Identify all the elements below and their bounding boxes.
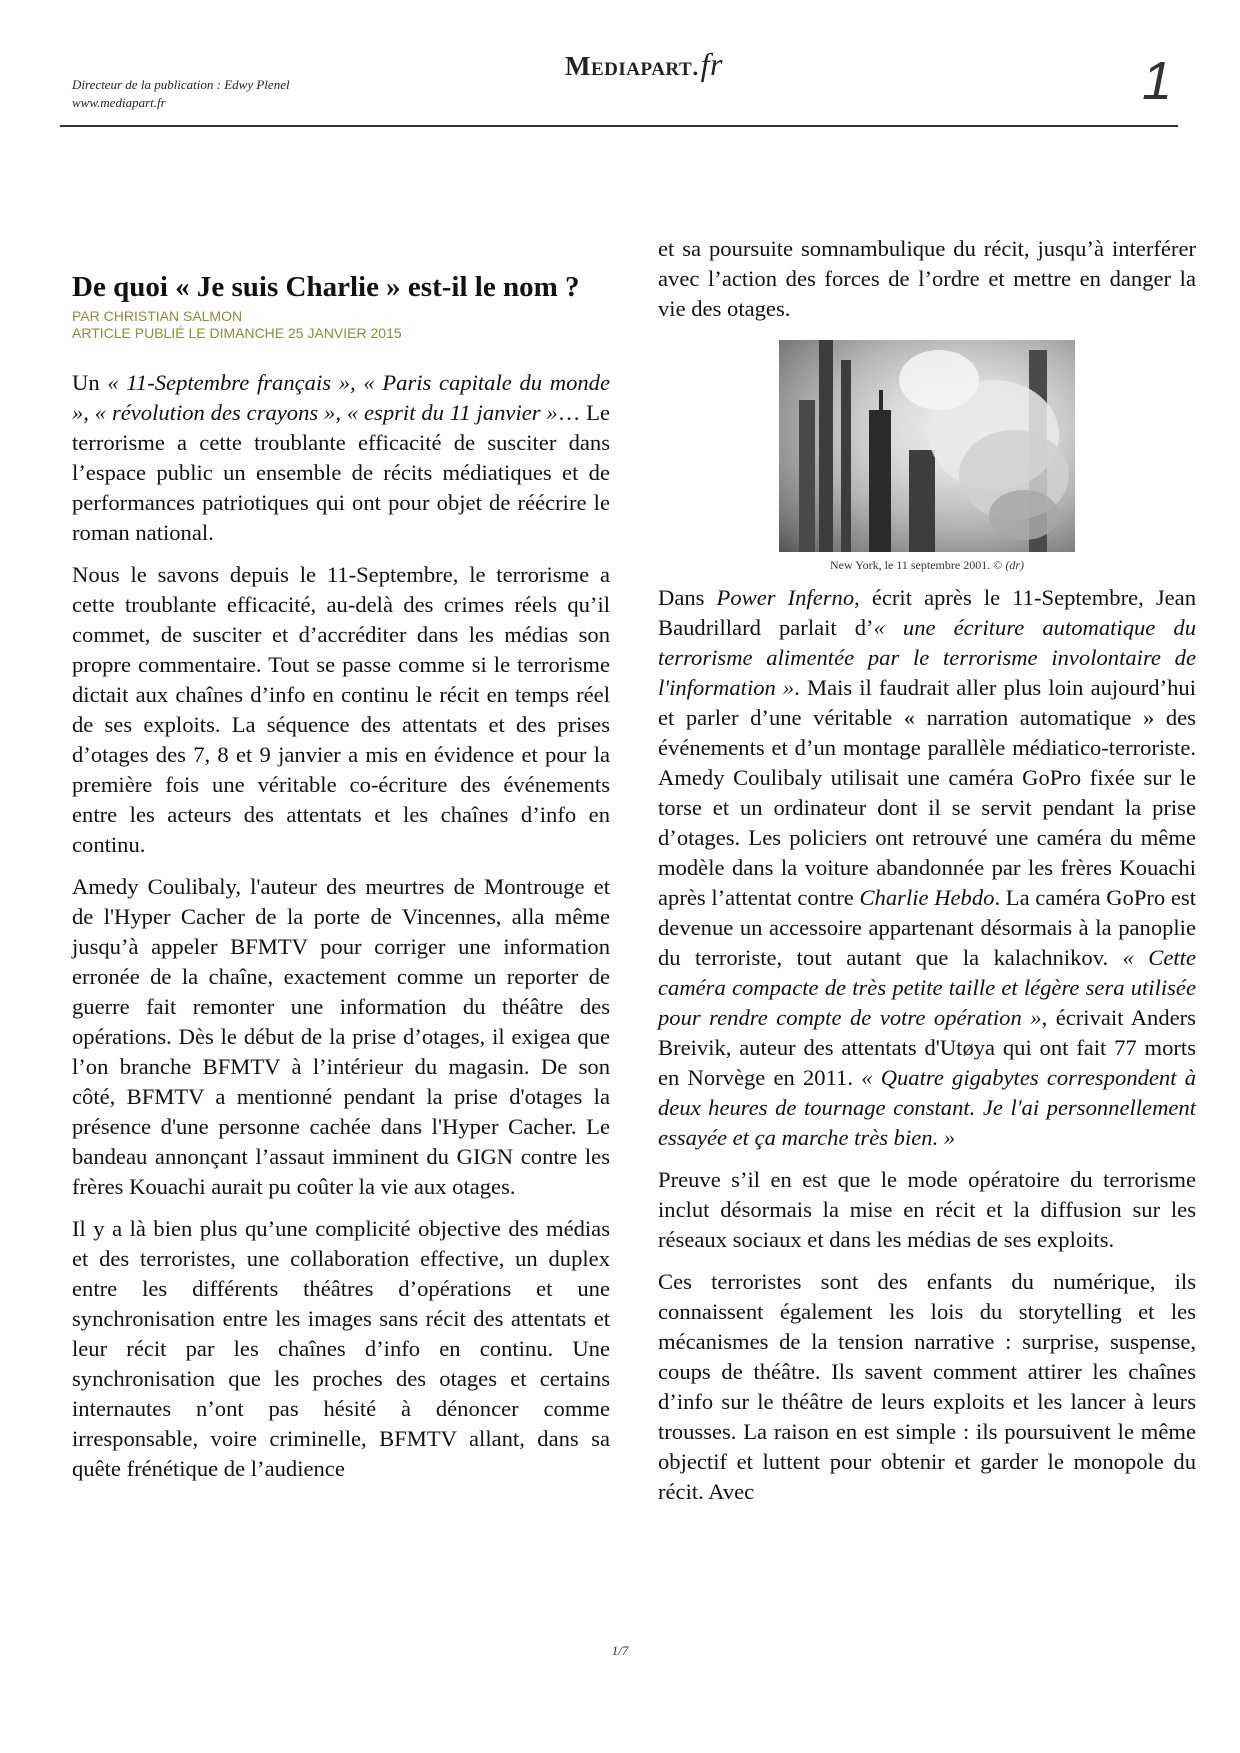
p5-i: , écrivait Anders Breivik, auteur des attentats d'Utøya qui ont fait 77 morts en Norvège en 2011. xyxy=(658,1005,1196,1090)
p5-a: Dans xyxy=(658,585,717,610)
p1-quotes: « 11-Septembre français », « Paris capitale du monde », « révolution des crayons », « esprit du 11 janvier » xyxy=(72,370,610,425)
breivik-quote-1: « Cette caméra compacte de très petite taille et légère sera utilisée pour rendre compte de votre opération » xyxy=(658,945,1196,1030)
mediapart-logo xyxy=(565,46,723,83)
publication-info xyxy=(72,76,290,112)
paragraph-5 xyxy=(658,583,1196,1153)
breivik-quote-2: « Quatre gigabytes correspondent à deux heures de tournage constant. Je l'ai personnellement essayée et ça marche très bien. » xyxy=(658,1065,1196,1150)
director-line: Directeur de la publication : Edwy Plenel xyxy=(72,77,290,92)
p1-lead: Un xyxy=(72,370,108,395)
left-column xyxy=(72,270,610,1496)
right-column xyxy=(658,234,1196,1519)
p1-rest: … Le terrorisme a cette troublante efficacité de susciter dans l’espace public un ensemble de récits médiatiques et de performances patriotiques qui ont pour objet de réécrire le roman national. xyxy=(72,400,611,545)
article-title: De quoi « Je suis Charlie » est-il le nom ? xyxy=(72,271,580,303)
logo-main: Mediapart xyxy=(565,51,693,81)
paragraph-6: Preuve s’il en est que le mode opératoire du terrorisme inclut désormais la mise en récit et la diffusion sur les réseaux sociaux et dans les médias de ses exploits. xyxy=(658,1167,1196,1252)
header-divider xyxy=(60,125,1178,127)
paragraph-7: Ces terroristes sont des enfants du numérique, ils connaissent également les lois du storytelling et les mécanismes de la tension narrative : surprise, suspense, coups de théâtre. Ils savent comment attirer les chaînes d’info sur le théâtre de leurs exploits et les lancer à leurs trousses. La raison en est simple : ils poursuivent le même objectif et luttent pour obtenir et garder le monopole du récit. Avec xyxy=(658,1269,1196,1504)
paragraph-4: Il y a là bien plus qu’une complicité objective des médias et des terroristes, une collaboration effective, un duplex entre les différents théâtres d’opérations et une synchronisation entre les images sans récit des attentats et leur récit par les chaînes d’info en continu. Une synchronisation que les proches des otages et certains internautes n’ont pas hésité à dénoncer comme irresponsable, voire criminelle, BFMTV allant, dans sa quête frénétique de l’audience xyxy=(72,1216,610,1481)
p5-c: , écrit après le 11-Septembre, Jean Baudrillard parlait d’ xyxy=(658,585,1196,640)
new-york-photo xyxy=(779,340,1075,552)
paragraph-2: Nous le savons depuis le 11-Septembre, le terrorisme a cette troublante efficacité, au-delà des crimes réels qu’il commet, de susciter et d’accréditer dans les médias son propre commentaire. Tout se passe comme si le terrorisme dictait aux chaînes d’info en continu le récit en temps réel de ses exploits. La séquence des attentats et des prises d’otages des 7, 8 et 9 janvier a mis en évidence et pour la première fois une véritable co-écriture des événements entre les acteurs des attentats et les chaînes d’info en continu. xyxy=(72,562,610,857)
paragraph-1 xyxy=(72,368,610,548)
caption-text: New York, le 11 septembre 2001. © xyxy=(830,558,1006,572)
article-figure xyxy=(658,340,1196,573)
article-date: ARTICLE PUBLIÉ LE DIMANCHE 25 JANVIER 2015 xyxy=(72,325,402,341)
page-indicator: 1/7 xyxy=(611,1643,629,1658)
charlie-hebdo-title: Charlie Hebdo xyxy=(859,885,995,910)
paragraph-4-continued: et sa poursuite somnambulique du récit, jusqu’à interférer avec l’action des forces de l’ordre et mettre en danger la vie des otages. xyxy=(658,236,1196,321)
caption-credit: (dr) xyxy=(1005,558,1024,572)
article-author: PAR CHRISTIAN SALMON xyxy=(72,308,243,324)
book-title: Power Inferno xyxy=(716,585,855,610)
page-number: 1 xyxy=(1142,51,1173,111)
website-url: www.mediapart.fr xyxy=(72,95,166,110)
figure-caption xyxy=(658,558,1196,573)
p5-e: . Mais il faudrait aller plus loin aujourd’hui et parler d’une véritable « narration automatique » des événements et d’un montage parallèle médiatico-terroriste. Amedy Coulibaly utilisait une caméra GoPro fixée sur le torse et un ordinateur dont il se servit pendant la prise d’otages. Les policiers ont retrouvé une caméra du même modèle dans la voiture abandonnée par les frères Kouachi après l’attentat contre xyxy=(658,675,1196,910)
baudrillard-quote: « une écriture automatique du terrorisme alimentée par le terrorisme involontaire de l'information » xyxy=(658,615,1196,700)
paragraph-3: Amedy Coulibaly, l'auteur des meurtres de Montrouge et de l'Hyper Cacher de la porte de Vincennes, alla même jusqu’à appeler BFMTV pour corriger une information erronée de la chaîne, exactement comme un reporter de guerre fait remonter une information du théâtre des opérations. Dès le début de la prise d’otages, il exigea que l’on branche BFMTV à l’intérieur du magasin. De son côté, BFMTV a mentionné pendant la prise d'otages la présence d'une personne cachée dans l'Hyper Cacher. Le bandeau annonçant l’assaut imminent du GIGN contre les frères Kouachi aurait pu coûter la vie aux otages. xyxy=(72,874,610,1199)
p5-g: . La caméra GoPro est devenue un accessoire appartenant désormais à la panoplie du terroriste, tout autant que la kalachnikov. xyxy=(658,885,1196,970)
logo-suffix: .fr xyxy=(692,46,723,82)
